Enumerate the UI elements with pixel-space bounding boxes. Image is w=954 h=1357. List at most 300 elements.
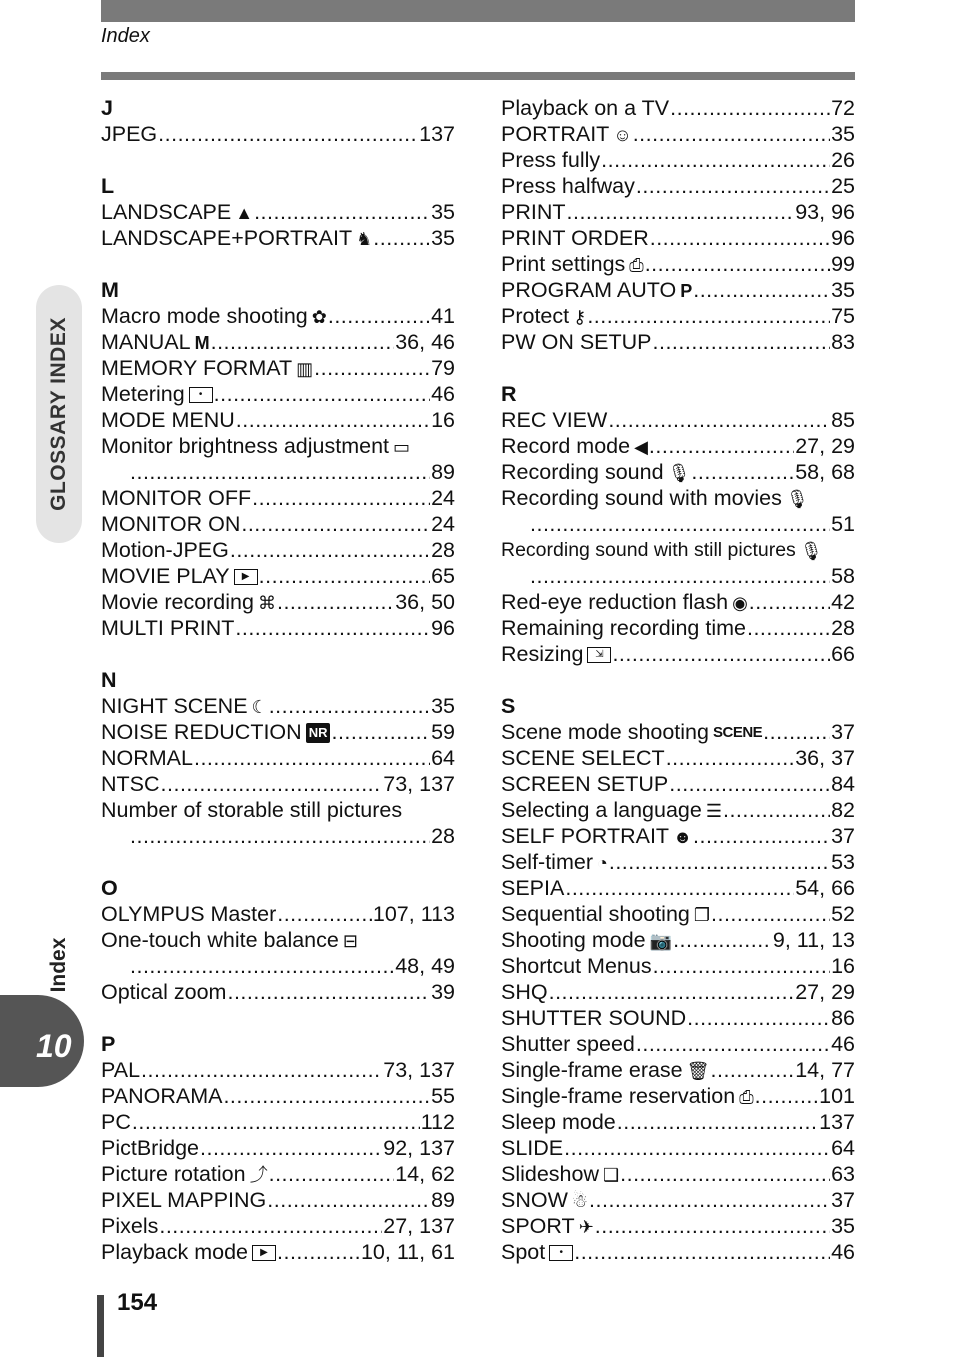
index-entry — [101, 979, 455, 1005]
index-term: Motion-JPEG — [101, 538, 229, 562]
index-entry — [101, 901, 455, 927]
index-entry — [501, 485, 855, 511]
index-entry — [501, 745, 855, 771]
index-entry — [501, 173, 855, 199]
index-pages: 73, 137 — [383, 772, 455, 796]
index-term: SPORT ✈ — [501, 1214, 594, 1238]
index-entry — [501, 719, 855, 745]
index-term: PC — [101, 1110, 131, 1134]
leader-dots — [269, 1161, 395, 1187]
leader-dots — [267, 1187, 430, 1213]
index-pages: 112 — [420, 1110, 455, 1134]
index-term: MULTI PRINT — [101, 616, 235, 640]
index-pages: 101 — [819, 1084, 855, 1108]
index-entry — [101, 823, 455, 849]
index-entry — [101, 225, 455, 251]
index-term: PORTRAIT ☺ — [501, 122, 632, 146]
leader-dots — [650, 225, 830, 251]
leader-dots — [567, 199, 795, 225]
leader-dots — [269, 693, 430, 719]
leader-dots — [158, 121, 418, 147]
index-entry — [501, 407, 855, 433]
index-entry — [101, 1109, 455, 1135]
index-pages: 137 — [419, 122, 455, 146]
index-term: Shutter speed — [501, 1032, 635, 1056]
sport-icon: ✈ — [578, 1217, 594, 1238]
index-term: Print settings ⎙ — [501, 252, 644, 276]
index-term: Optical zoom — [101, 980, 227, 1004]
header-title: Index — [101, 25, 150, 47]
index-letter-heading: L — [101, 174, 115, 198]
index-pages: 28 — [431, 824, 455, 848]
portrait-icon: ☺ — [613, 125, 632, 146]
leader-dots — [601, 147, 830, 173]
index-term: MODE MENU — [101, 408, 235, 432]
leader-dots — [587, 303, 830, 329]
index-pages: 55 — [431, 1084, 455, 1108]
index-term: JPEG — [101, 122, 158, 146]
leader-dots — [755, 1083, 819, 1109]
index-entry — [101, 563, 455, 589]
index-pages: 36, 37 — [795, 746, 855, 770]
header-rule — [101, 72, 855, 80]
index-term: Movie recording ⌘ — [101, 590, 276, 614]
index-pages: 96 — [431, 616, 455, 640]
index-entry — [101, 329, 455, 355]
index-entry — [501, 1239, 855, 1265]
index-pages: 16 — [431, 408, 455, 432]
program-p-icon: P — [680, 281, 693, 302]
index-entry — [101, 1057, 455, 1083]
index-entry — [101, 381, 455, 407]
index-section — [101, 1031, 455, 1265]
leader-dots — [633, 121, 830, 147]
index-pages: 10, 11, 61 — [360, 1240, 455, 1264]
microphone-icon: 🎙 — [799, 540, 823, 561]
index-pages: 27, 29 — [795, 434, 855, 458]
index-term: SHUTTER SOUND — [501, 1006, 687, 1030]
one-touch-wb-icon: ⊟ — [342, 931, 358, 952]
index-pages: 37 — [831, 1188, 855, 1212]
language-icon: ☰ — [705, 801, 722, 822]
index-pages: 46 — [831, 1032, 855, 1056]
leader-dots — [589, 1187, 830, 1213]
noise-reduction-nr-icon: NR — [306, 723, 331, 743]
leader-dots — [223, 1083, 430, 1109]
leader-dots — [254, 199, 430, 225]
index-entry — [101, 1135, 455, 1161]
index-term: Number of storable still pictures — [101, 798, 403, 822]
index-entry — [501, 1109, 855, 1135]
leader-dots — [670, 95, 830, 121]
index-term: NOISE REDUCTION NR — [101, 719, 330, 745]
leader-dots — [649, 433, 794, 459]
leader-dots — [645, 251, 830, 277]
index-section — [101, 667, 455, 849]
index-pages: 28 — [831, 616, 855, 640]
index-term: PictBridge — [101, 1136, 199, 1160]
index-entry — [101, 355, 455, 381]
index-entry — [101, 303, 455, 329]
index-term: Sleep mode — [501, 1110, 616, 1134]
index-entry — [501, 849, 855, 875]
landscape-portrait-icon: ♞ — [356, 229, 373, 250]
leader-dots — [653, 953, 831, 979]
leader-dots — [595, 1213, 830, 1239]
index-entry — [101, 199, 455, 225]
microphone-icon: 🎙 — [785, 489, 809, 510]
index-pages: 86 — [831, 1006, 855, 1030]
leader-dots — [549, 979, 795, 1005]
index-entry — [501, 875, 855, 901]
index-term: SELF PORTRAIT ☻ — [501, 824, 693, 848]
index-entry — [501, 927, 855, 953]
index-entry — [501, 615, 855, 641]
leader-dots — [141, 1057, 382, 1083]
index-pages: 35 — [831, 278, 855, 302]
leader-dots — [328, 303, 430, 329]
index-term: Pixels — [101, 1214, 159, 1238]
index-pages: 64 — [831, 1136, 855, 1160]
index-entry — [101, 433, 455, 459]
leader-dots — [194, 745, 430, 771]
metering-spot-icon: • — [189, 387, 213, 403]
index-pages: 79 — [431, 356, 455, 380]
page-number: 154 — [117, 1289, 158, 1316]
movie-camera-icon: ⌘ — [257, 593, 276, 614]
index-pages: 27, 137 — [383, 1214, 455, 1238]
index-pages: 58, 68 — [795, 460, 855, 484]
leader-dots — [691, 459, 794, 485]
index-letter-heading: O — [101, 876, 118, 900]
red-eye-icon: ◉ — [732, 593, 748, 614]
index-entry — [501, 199, 855, 225]
index-pages: 54, 66 — [795, 876, 855, 900]
index-entry — [501, 433, 855, 459]
page-number-bar — [97, 1295, 104, 1357]
macro-tulip-icon: ✿ — [311, 307, 327, 328]
index-term: NTSC — [101, 772, 160, 796]
index-entry — [501, 953, 855, 979]
index-term: Recording sound with movies 🎙 — [501, 486, 809, 510]
index-entry — [101, 1187, 455, 1213]
index-pages: 83 — [831, 330, 855, 354]
index-entry — [101, 537, 455, 563]
index-pages: 24 — [431, 512, 455, 536]
index-term: LANDSCAPE ▲ — [101, 200, 254, 224]
index-term: One-touch white balance ⊟ — [101, 928, 358, 952]
leader-dots — [693, 277, 830, 303]
index-pages: 66 — [831, 642, 855, 666]
index-entry — [101, 719, 455, 745]
index-pages: 65 — [431, 564, 455, 588]
index-pages: 37 — [831, 824, 855, 848]
index-term: Slideshow ❑ — [501, 1162, 620, 1186]
index-term: Recording sound with still pictures 🎙 — [501, 539, 823, 561]
self-portrait-icon: ☻ — [673, 827, 693, 848]
index-entry — [501, 537, 855, 563]
leader-dots — [227, 979, 430, 1005]
index-entry — [501, 147, 855, 173]
index-entry — [501, 95, 855, 121]
index-term: Red-eye reduction flash ◉ — [501, 590, 748, 614]
index-entry — [101, 1161, 455, 1187]
leader-dots — [666, 745, 795, 771]
index-entry — [101, 1213, 455, 1239]
index-entry — [101, 511, 455, 537]
leader-dots — [211, 329, 395, 355]
index-entry — [501, 1135, 855, 1161]
index-term: PANORAMA — [101, 1084, 223, 1108]
index-pages: 89 — [431, 1188, 455, 1212]
index-term: Macro mode shooting ✿ — [101, 304, 327, 328]
index-entry — [501, 1031, 855, 1057]
index-pages: 75 — [831, 304, 855, 328]
index-section — [501, 381, 855, 667]
leader-dots — [673, 927, 772, 953]
index-entry — [101, 693, 455, 719]
index-term: LANDSCAPE+PORTRAIT ♞ — [101, 226, 373, 250]
index-letter-heading: M — [101, 278, 119, 302]
index-pages: 37 — [831, 720, 855, 744]
index-pages: 46 — [831, 1240, 855, 1264]
leader-dots — [277, 901, 372, 927]
index-entry — [501, 329, 855, 355]
index-term: PW ON SETUP — [501, 330, 652, 354]
index-term: SCREEN SETUP — [501, 772, 669, 796]
index-pages: 9, 11, 13 — [772, 928, 855, 952]
leader-dots — [574, 1239, 830, 1265]
index-term: PROGRAM AUTO P — [501, 278, 693, 302]
index-entry — [501, 771, 855, 797]
index-entry — [501, 641, 855, 667]
leader-dots — [747, 615, 830, 641]
leader-dots — [132, 1109, 420, 1135]
index-term: MONITOR ON — [101, 512, 241, 536]
index-pages: 16 — [831, 954, 855, 978]
leader-dots — [749, 589, 830, 615]
index-pages: 85 — [831, 408, 855, 432]
leader-dots — [723, 797, 830, 823]
index-pages: 93, 96 — [795, 200, 855, 224]
index-entry — [501, 277, 855, 303]
index-entry — [501, 823, 855, 849]
index-letter-heading: N — [101, 668, 117, 692]
index-pages: 59 — [431, 720, 455, 744]
leader-dots — [331, 719, 430, 745]
index-term: REC VIEW — [501, 408, 608, 432]
index-term: SHQ — [501, 980, 548, 1004]
index-entry — [501, 303, 855, 329]
index-term: SLIDE — [501, 1136, 564, 1160]
leader-dots — [130, 459, 430, 485]
index-term: PAL — [101, 1058, 141, 1082]
leader-dots — [259, 563, 430, 589]
top-bar — [101, 0, 855, 22]
index-entry — [101, 1083, 455, 1109]
leader-dots — [314, 355, 430, 381]
index-entry — [501, 1213, 855, 1239]
index-pages: 36, 46 — [395, 330, 455, 354]
index-pages: 24 — [431, 486, 455, 510]
index-entry — [501, 1187, 855, 1213]
leader-dots — [608, 407, 830, 433]
index-term: Picture rotation ⤴ — [101, 1162, 268, 1186]
index-pages: 35 — [431, 694, 455, 718]
index-letter-heading: J — [101, 96, 113, 120]
index-column-left — [101, 95, 455, 1265]
index-entry — [501, 1161, 855, 1187]
index-term: Playback on a TV — [501, 96, 670, 120]
index-term: PIXEL MAPPING — [101, 1188, 267, 1212]
manual-m-icon: M — [194, 333, 210, 354]
playback-icon: ▶ — [252, 1245, 276, 1261]
index-pages: 35 — [431, 226, 455, 250]
leader-dots — [617, 1109, 818, 1135]
index-pages: 25 — [831, 174, 855, 198]
index-pages: 52 — [831, 902, 855, 926]
chapter-number: 10 — [36, 1028, 72, 1064]
index-pages: 26 — [831, 148, 855, 172]
leader-dots — [653, 329, 831, 355]
leader-dots — [230, 537, 430, 563]
index-pages: 72 — [831, 96, 855, 120]
index-term: SEPIA — [501, 876, 565, 900]
index-term: MONITOR OFF — [101, 486, 252, 510]
leader-dots — [277, 589, 394, 615]
index-entry — [501, 251, 855, 277]
index-term: NIGHT SCENE ☾ — [101, 694, 268, 718]
scene-icon: SCENE — [712, 724, 763, 742]
night-scene-icon: ☾ — [251, 697, 268, 718]
leader-dots — [636, 173, 830, 199]
leader-dots — [530, 563, 830, 589]
snow-icon: ☃ — [571, 1191, 589, 1212]
index-term: SNOW ☃ — [501, 1188, 589, 1212]
index-pages: 48, 49 — [395, 954, 455, 978]
leader-dots — [241, 511, 430, 537]
index-entry — [101, 589, 455, 615]
index-section — [101, 875, 455, 1005]
spot-metering-icon: • — [549, 1245, 573, 1261]
camera-icon: 📷 — [649, 931, 673, 952]
index-term: Scene mode shooting SCENE — [501, 720, 763, 744]
index-pages: 41 — [431, 304, 455, 328]
index-entry — [101, 615, 455, 641]
index-pages: 63 — [831, 1162, 855, 1186]
leader-dots — [711, 901, 830, 927]
index-entry — [501, 121, 855, 147]
index-term: Shortcut Menus — [501, 954, 652, 978]
index-term: Recording sound 🎙 — [501, 460, 691, 484]
index-entry — [501, 797, 855, 823]
leader-dots — [236, 407, 430, 433]
index-term: Press fully — [501, 148, 601, 172]
index-term: SCENE SELECT — [501, 746, 665, 770]
resize-icon: ⇲ — [587, 647, 611, 663]
rotate-icon: ⤴ — [249, 1165, 268, 1186]
index-entry — [501, 1057, 855, 1083]
index-section — [101, 95, 455, 147]
index-term: Playback mode ▶ — [101, 1239, 276, 1265]
index-term: MOVIE PLAY ▶ — [101, 563, 258, 589]
leader-dots — [235, 615, 430, 641]
index-entry — [501, 225, 855, 251]
leader-dots — [252, 485, 430, 511]
slideshow-icon: ❑ — [603, 1165, 620, 1186]
index-letter-heading: S — [501, 694, 516, 718]
record-mode-icon: ◀ — [634, 437, 648, 458]
leader-dots — [214, 381, 430, 407]
index-section — [501, 95, 855, 355]
index-pages: 46 — [431, 382, 455, 406]
index-pages: 92, 137 — [383, 1136, 455, 1160]
index-pages: 96 — [831, 226, 855, 250]
index-pages: 84 — [831, 772, 855, 796]
landscape-icon: ▲ — [235, 203, 254, 224]
leader-dots — [612, 641, 830, 667]
leader-dots — [711, 1057, 795, 1083]
index-pages: 14, 62 — [395, 1162, 455, 1186]
index-pages: 35 — [831, 122, 855, 146]
leader-dots — [564, 1135, 830, 1161]
monitor-brightness-icon: ▭ — [393, 437, 411, 458]
index-pages: 89 — [431, 460, 455, 484]
leader-dots — [763, 719, 830, 745]
index-term: OLYMPUS Master — [101, 902, 277, 926]
index-pages: 27, 29 — [795, 980, 855, 1004]
leader-dots — [530, 511, 830, 537]
index-term: Sequential shooting ❐ — [501, 902, 711, 926]
print-icon: ⎙ — [739, 1087, 754, 1108]
index-term: MEMORY FORMAT ▥ — [101, 356, 314, 380]
index-pages: 73, 137 — [383, 1058, 455, 1082]
microphone-icon: 🎙 — [667, 463, 691, 484]
index-entry — [501, 1005, 855, 1031]
index-entry — [101, 797, 455, 823]
index-term: Spot • — [501, 1239, 573, 1265]
index-pages: 82 — [831, 798, 855, 822]
leader-dots — [277, 1239, 360, 1265]
protect-key-icon: ⚷ — [573, 307, 587, 328]
leader-dots — [609, 849, 830, 875]
index-pages: 51 — [831, 512, 855, 536]
index-pages: 39 — [431, 980, 455, 1004]
index-entry — [101, 771, 455, 797]
index-pages: 35 — [831, 1214, 855, 1238]
index-entry — [101, 121, 455, 147]
side-tab-label: GLOSSARY INDEX — [47, 317, 70, 511]
index-entry — [501, 563, 855, 589]
index-pages: 36, 50 — [395, 590, 455, 614]
index-section — [101, 173, 455, 251]
leader-dots — [669, 771, 830, 797]
leader-dots — [159, 1213, 382, 1239]
leader-dots — [620, 1161, 830, 1187]
index-pages: 64 — [431, 746, 455, 770]
index-term: Monitor brightness adjustment ▭ — [101, 434, 411, 458]
index-term: Remaining recording time — [501, 616, 746, 640]
leader-dots — [200, 1135, 382, 1161]
leader-dots — [687, 1005, 830, 1031]
index-term: Metering • — [101, 381, 213, 407]
leader-dots — [693, 823, 830, 849]
index-entry — [101, 927, 455, 953]
index-entry — [501, 979, 855, 1005]
index-pages: 35 — [431, 200, 455, 224]
index-pages: 137 — [819, 1110, 855, 1134]
erase-trash-icon: 🗑 — [686, 1061, 710, 1082]
